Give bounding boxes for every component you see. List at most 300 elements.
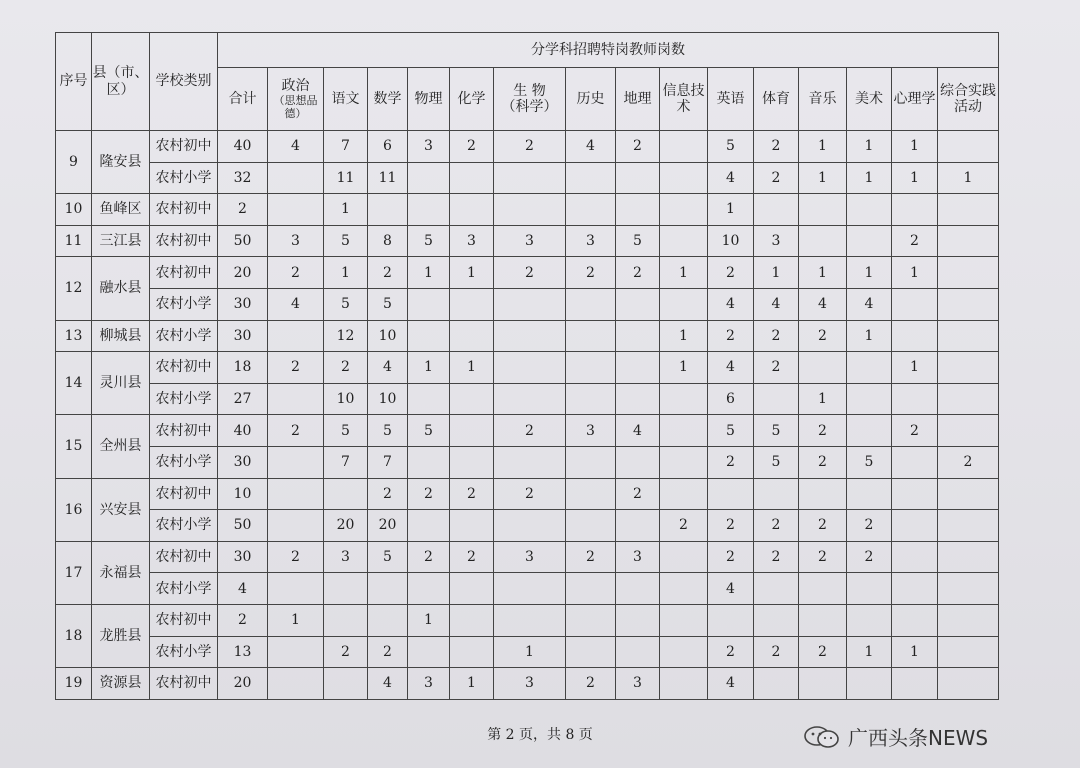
position-count-cell xyxy=(799,604,847,636)
table-row xyxy=(56,636,999,668)
position-count-cell: 5 xyxy=(847,446,892,478)
position-count-cell xyxy=(892,604,938,636)
position-count-cell: 5 xyxy=(368,288,408,320)
position-count-cell xyxy=(847,383,892,415)
position-count-cell: 1 xyxy=(450,257,494,289)
position-count-cell: 30 xyxy=(218,288,268,320)
position-count-cell: 2 xyxy=(847,541,892,573)
position-count-cell xyxy=(660,225,708,257)
position-count-cell: 2 xyxy=(754,131,799,163)
position-count-cell xyxy=(660,636,708,668)
position-count-cell xyxy=(450,604,494,636)
position-count-cell xyxy=(660,573,708,605)
position-count-cell: 2 xyxy=(494,257,566,289)
position-count-cell xyxy=(938,131,999,163)
position-count-cell xyxy=(938,636,999,668)
position-count-cell xyxy=(566,288,616,320)
position-count-cell xyxy=(660,668,708,700)
position-count-cell: 11 xyxy=(368,162,408,194)
position-count-cell xyxy=(660,415,708,447)
header-subject: 化学 xyxy=(450,68,494,131)
position-count-cell xyxy=(660,131,708,163)
position-count-cell: 2 xyxy=(892,415,938,447)
position-count-cell: 1 xyxy=(660,257,708,289)
position-count-cell: 6 xyxy=(368,131,408,163)
position-count-cell: 2 xyxy=(408,478,450,510)
position-count-cell xyxy=(450,573,494,605)
position-count-cell: 1 xyxy=(660,352,708,384)
position-count-cell: 1 xyxy=(324,257,368,289)
position-count-cell: 1 xyxy=(268,604,324,636)
position-count-cell: 1 xyxy=(494,636,566,668)
position-count-cell: 2 xyxy=(494,131,566,163)
position-count-cell: 1 xyxy=(708,194,754,226)
position-count-cell xyxy=(566,352,616,384)
position-count-cell: 30 xyxy=(218,320,268,352)
position-count-cell: 1 xyxy=(847,320,892,352)
table-row xyxy=(56,131,999,163)
row-county: 灵川县 xyxy=(92,352,150,415)
position-count-cell: 2 xyxy=(708,510,754,542)
position-count-cell: 1 xyxy=(408,257,450,289)
position-count-cell xyxy=(892,541,938,573)
position-count-cell: 4 xyxy=(708,352,754,384)
position-count-cell xyxy=(892,383,938,415)
header-county: 县（市、区） xyxy=(92,33,150,131)
position-count-cell: 1 xyxy=(450,668,494,700)
position-count-cell xyxy=(799,668,847,700)
row-school-type: 农村初中 xyxy=(150,478,218,510)
position-count-cell xyxy=(408,162,450,194)
position-count-cell: 2 xyxy=(754,636,799,668)
position-count-cell: 2 xyxy=(566,541,616,573)
source-watermark xyxy=(802,722,988,751)
position-count-cell xyxy=(938,288,999,320)
table-row xyxy=(56,478,999,510)
position-count-cell: 3 xyxy=(616,668,660,700)
position-count-cell: 3 xyxy=(494,541,566,573)
table-row xyxy=(56,194,999,226)
position-count-cell xyxy=(408,510,450,542)
position-count-cell xyxy=(324,478,368,510)
position-count-cell: 2 xyxy=(324,352,368,384)
position-count-cell: 2 xyxy=(616,131,660,163)
position-count-cell xyxy=(754,194,799,226)
position-count-cell xyxy=(660,541,708,573)
position-count-cell xyxy=(494,383,566,415)
header-group-title: 分学科招聘特岗教师岗数 xyxy=(218,33,999,68)
position-count-cell xyxy=(268,668,324,700)
position-count-cell: 2 xyxy=(754,320,799,352)
position-count-cell xyxy=(616,352,660,384)
position-count-cell xyxy=(268,162,324,194)
position-count-cell: 10 xyxy=(324,383,368,415)
position-count-cell xyxy=(616,383,660,415)
position-count-cell: 5 xyxy=(324,288,368,320)
position-count-cell: 5 xyxy=(408,225,450,257)
position-count-cell xyxy=(494,352,566,384)
position-count-cell: 2 xyxy=(368,257,408,289)
header-subject: 数学 xyxy=(368,68,408,131)
position-count-cell: 2 xyxy=(450,131,494,163)
position-count-cell: 3 xyxy=(616,541,660,573)
position-count-cell xyxy=(660,383,708,415)
position-count-cell: 2 xyxy=(938,446,999,478)
position-count-cell: 2 xyxy=(268,415,324,447)
position-count-cell: 18 xyxy=(218,352,268,384)
header-subject: 信息技术 xyxy=(660,68,708,131)
position-count-cell: 1 xyxy=(408,352,450,384)
position-count-cell xyxy=(566,573,616,605)
position-count-cell: 7 xyxy=(368,446,408,478)
position-count-cell: 2 xyxy=(218,194,268,226)
position-count-cell: 1 xyxy=(450,352,494,384)
row-county: 兴安县 xyxy=(92,478,150,541)
row-school-type: 农村小学 xyxy=(150,320,218,352)
row-school-type: 农村小学 xyxy=(150,288,218,320)
politics-note: （思想品德） xyxy=(273,93,318,121)
position-count-cell: 4 xyxy=(616,415,660,447)
position-count-cell xyxy=(450,383,494,415)
position-count-cell: 5 xyxy=(368,541,408,573)
position-count-cell: 2 xyxy=(660,510,708,542)
position-count-cell xyxy=(268,478,324,510)
position-count-cell: 2 xyxy=(450,541,494,573)
position-count-cell: 20 xyxy=(218,668,268,700)
table-row xyxy=(56,510,999,542)
position-count-cell: 4 xyxy=(799,288,847,320)
table-row xyxy=(56,352,999,384)
row-county: 资源县 xyxy=(92,668,150,700)
position-count-cell: 2 xyxy=(218,604,268,636)
table-row xyxy=(56,415,999,447)
position-count-cell: 2 xyxy=(616,478,660,510)
position-count-cell xyxy=(938,225,999,257)
row-county: 融水县 xyxy=(92,257,150,320)
table-row xyxy=(56,573,999,605)
row-school-type: 农村初中 xyxy=(150,668,218,700)
position-count-cell: 2 xyxy=(708,257,754,289)
position-count-cell: 1 xyxy=(324,194,368,226)
position-count-cell xyxy=(268,320,324,352)
position-count-cell: 2 xyxy=(799,636,847,668)
table-row xyxy=(56,541,999,573)
teacher-positions-table xyxy=(55,32,999,700)
position-count-cell xyxy=(408,320,450,352)
position-count-cell xyxy=(268,573,324,605)
position-count-cell xyxy=(324,668,368,700)
position-count-cell xyxy=(938,352,999,384)
position-count-cell xyxy=(494,194,566,226)
position-count-cell xyxy=(450,446,494,478)
position-count-cell xyxy=(892,446,938,478)
position-count-cell xyxy=(660,446,708,478)
position-count-cell: 2 xyxy=(754,352,799,384)
position-count-cell xyxy=(799,478,847,510)
position-count-cell xyxy=(847,573,892,605)
row-school-type: 农村初中 xyxy=(150,604,218,636)
position-count-cell: 2 xyxy=(892,225,938,257)
position-count-cell xyxy=(494,604,566,636)
header-subject: 体育 xyxy=(754,68,799,131)
position-count-cell: 30 xyxy=(218,446,268,478)
row-index: 16 xyxy=(56,478,92,541)
position-count-cell: 27 xyxy=(218,383,268,415)
position-count-cell xyxy=(616,636,660,668)
table-row xyxy=(56,257,999,289)
position-count-cell: 1 xyxy=(754,257,799,289)
row-school-type: 农村初中 xyxy=(150,257,218,289)
position-count-cell: 4 xyxy=(847,288,892,320)
row-county: 全州县 xyxy=(92,415,150,478)
position-count-cell xyxy=(938,573,999,605)
position-count-cell: 10 xyxy=(368,383,408,415)
header-subject: 心理学 xyxy=(892,68,938,131)
position-count-cell: 1 xyxy=(660,320,708,352)
position-count-cell: 5 xyxy=(368,415,408,447)
position-count-cell: 2 xyxy=(408,541,450,573)
position-count-cell: 4 xyxy=(368,668,408,700)
position-count-cell: 4 xyxy=(708,573,754,605)
position-count-cell: 10 xyxy=(708,225,754,257)
position-count-cell: 2 xyxy=(708,636,754,668)
position-count-cell xyxy=(450,320,494,352)
position-count-cell: 2 xyxy=(708,541,754,573)
position-count-cell xyxy=(938,320,999,352)
position-count-cell: 1 xyxy=(799,131,847,163)
position-count-cell: 10 xyxy=(218,478,268,510)
position-count-cell xyxy=(847,194,892,226)
table-row xyxy=(56,604,999,636)
position-count-cell xyxy=(566,446,616,478)
position-count-cell xyxy=(708,478,754,510)
position-count-cell: 2 xyxy=(268,541,324,573)
position-count-cell: 4 xyxy=(708,668,754,700)
position-count-cell: 2 xyxy=(799,446,847,478)
position-count-cell: 11 xyxy=(324,162,368,194)
row-county: 柳城县 xyxy=(92,320,150,352)
position-count-cell xyxy=(324,573,368,605)
row-county: 隆安县 xyxy=(92,131,150,194)
position-count-cell xyxy=(799,194,847,226)
position-count-cell: 1 xyxy=(892,636,938,668)
position-count-cell xyxy=(938,510,999,542)
position-count-cell xyxy=(616,446,660,478)
header-subject: 合计 xyxy=(218,68,268,131)
position-count-cell: 20 xyxy=(368,510,408,542)
row-school-type: 农村小学 xyxy=(150,636,218,668)
position-count-cell xyxy=(754,668,799,700)
position-count-cell: 7 xyxy=(324,131,368,163)
position-count-cell xyxy=(847,225,892,257)
row-school-type: 农村小学 xyxy=(150,446,218,478)
row-school-type: 农村小学 xyxy=(150,510,218,542)
header-subject: 物理 xyxy=(408,68,450,131)
row-index: 15 xyxy=(56,415,92,478)
position-count-cell: 2 xyxy=(450,478,494,510)
position-count-cell xyxy=(450,636,494,668)
table-row xyxy=(56,162,999,194)
position-count-cell xyxy=(660,162,708,194)
position-count-cell: 12 xyxy=(324,320,368,352)
position-count-cell xyxy=(847,604,892,636)
position-count-cell xyxy=(616,320,660,352)
position-count-cell: 1 xyxy=(847,131,892,163)
position-count-cell xyxy=(616,194,660,226)
position-count-cell: 1 xyxy=(847,162,892,194)
header-index: 序号 xyxy=(56,33,92,131)
header-subject: 英语 xyxy=(708,68,754,131)
position-count-cell xyxy=(892,510,938,542)
header-subject: 地理 xyxy=(616,68,660,131)
position-count-cell xyxy=(566,636,616,668)
position-count-cell xyxy=(494,510,566,542)
row-index: 18 xyxy=(56,604,92,667)
position-count-cell xyxy=(408,288,450,320)
position-count-cell xyxy=(616,510,660,542)
position-count-cell xyxy=(494,573,566,605)
position-count-cell: 2 xyxy=(799,510,847,542)
watermark-text: 广西头条NEWS xyxy=(848,726,989,750)
position-count-cell xyxy=(938,541,999,573)
row-index: 11 xyxy=(56,225,92,257)
position-count-cell xyxy=(268,636,324,668)
position-count-cell: 3 xyxy=(566,415,616,447)
position-count-cell xyxy=(892,478,938,510)
position-count-cell xyxy=(566,194,616,226)
position-count-cell: 1 xyxy=(799,162,847,194)
position-count-cell: 2 xyxy=(847,510,892,542)
position-count-cell xyxy=(616,604,660,636)
position-count-cell xyxy=(892,573,938,605)
position-count-cell: 4 xyxy=(368,352,408,384)
position-count-cell xyxy=(660,288,708,320)
header-subject: 美术 xyxy=(847,68,892,131)
row-school-type: 农村初中 xyxy=(150,194,218,226)
position-count-cell xyxy=(566,383,616,415)
position-count-cell: 2 xyxy=(708,320,754,352)
position-count-cell: 4 xyxy=(268,131,324,163)
position-count-cell xyxy=(368,573,408,605)
position-count-cell: 5 xyxy=(708,415,754,447)
header-school-type: 学校类别 xyxy=(150,33,218,131)
position-count-cell xyxy=(268,510,324,542)
position-count-cell xyxy=(450,510,494,542)
position-count-cell: 2 xyxy=(754,510,799,542)
position-count-cell xyxy=(847,668,892,700)
position-count-cell: 2 xyxy=(566,257,616,289)
position-count-cell xyxy=(708,604,754,636)
row-county: 永福县 xyxy=(92,541,150,604)
position-count-cell xyxy=(566,510,616,542)
position-count-cell xyxy=(324,604,368,636)
position-count-cell xyxy=(799,225,847,257)
row-index: 17 xyxy=(56,541,92,604)
position-count-cell: 5 xyxy=(754,415,799,447)
biology-note: （科学） xyxy=(501,99,558,115)
position-count-cell: 4 xyxy=(268,288,324,320)
position-count-cell: 1 xyxy=(892,162,938,194)
position-count-cell: 40 xyxy=(218,131,268,163)
position-count-cell: 5 xyxy=(408,415,450,447)
position-count-cell xyxy=(408,383,450,415)
row-county: 三江县 xyxy=(92,225,150,257)
position-count-cell: 50 xyxy=(218,510,268,542)
position-count-cell xyxy=(494,320,566,352)
row-index: 19 xyxy=(56,668,92,700)
position-count-cell xyxy=(494,288,566,320)
row-school-type: 农村初中 xyxy=(150,541,218,573)
position-count-cell: 2 xyxy=(754,541,799,573)
position-count-cell: 4 xyxy=(708,162,754,194)
position-count-cell: 1 xyxy=(892,131,938,163)
position-count-cell xyxy=(408,446,450,478)
header-subject: 历史 xyxy=(566,68,616,131)
position-count-cell xyxy=(408,573,450,605)
position-count-cell xyxy=(368,194,408,226)
position-count-cell: 2 xyxy=(494,478,566,510)
position-count-cell xyxy=(450,194,494,226)
position-count-cell xyxy=(938,257,999,289)
header-subject: 综合实践活动 xyxy=(938,68,999,131)
position-count-cell xyxy=(566,162,616,194)
header-subject: 生 物 （科学） xyxy=(494,68,566,131)
position-count-cell xyxy=(660,604,708,636)
position-count-cell: 5 xyxy=(616,225,660,257)
position-count-cell: 3 xyxy=(754,225,799,257)
position-count-cell: 2 xyxy=(268,352,324,384)
position-count-cell xyxy=(616,288,660,320)
position-count-cell: 1 xyxy=(799,257,847,289)
row-index: 10 xyxy=(56,194,92,226)
header-subject: 政治 （思想品德） xyxy=(268,68,324,131)
position-count-cell: 5 xyxy=(324,225,368,257)
position-count-cell xyxy=(660,478,708,510)
position-count-cell: 4 xyxy=(708,288,754,320)
position-count-cell xyxy=(268,194,324,226)
row-school-type: 农村初中 xyxy=(150,415,218,447)
position-count-cell: 30 xyxy=(218,541,268,573)
position-count-cell xyxy=(450,162,494,194)
position-count-cell xyxy=(938,383,999,415)
row-school-type: 农村初中 xyxy=(150,352,218,384)
position-count-cell: 32 xyxy=(218,162,268,194)
table-row xyxy=(56,225,999,257)
position-count-cell: 2 xyxy=(799,541,847,573)
position-count-cell: 5 xyxy=(324,415,368,447)
table-row xyxy=(56,446,999,478)
position-count-cell xyxy=(566,604,616,636)
position-count-cell: 5 xyxy=(708,131,754,163)
position-count-cell xyxy=(892,288,938,320)
position-count-cell: 20 xyxy=(218,257,268,289)
position-count-cell: 13 xyxy=(218,636,268,668)
position-count-cell: 3 xyxy=(566,225,616,257)
position-count-cell: 1 xyxy=(892,257,938,289)
position-count-cell: 2 xyxy=(494,415,566,447)
position-count-cell: 2 xyxy=(754,162,799,194)
position-count-cell xyxy=(754,383,799,415)
position-count-cell: 1 xyxy=(847,257,892,289)
position-count-cell xyxy=(754,478,799,510)
wechat-icon xyxy=(802,724,842,750)
position-count-cell: 20 xyxy=(324,510,368,542)
position-count-cell xyxy=(754,573,799,605)
position-count-cell: 1 xyxy=(847,636,892,668)
table-row xyxy=(56,288,999,320)
position-count-cell xyxy=(799,573,847,605)
header-subject: 语文 xyxy=(324,68,368,131)
